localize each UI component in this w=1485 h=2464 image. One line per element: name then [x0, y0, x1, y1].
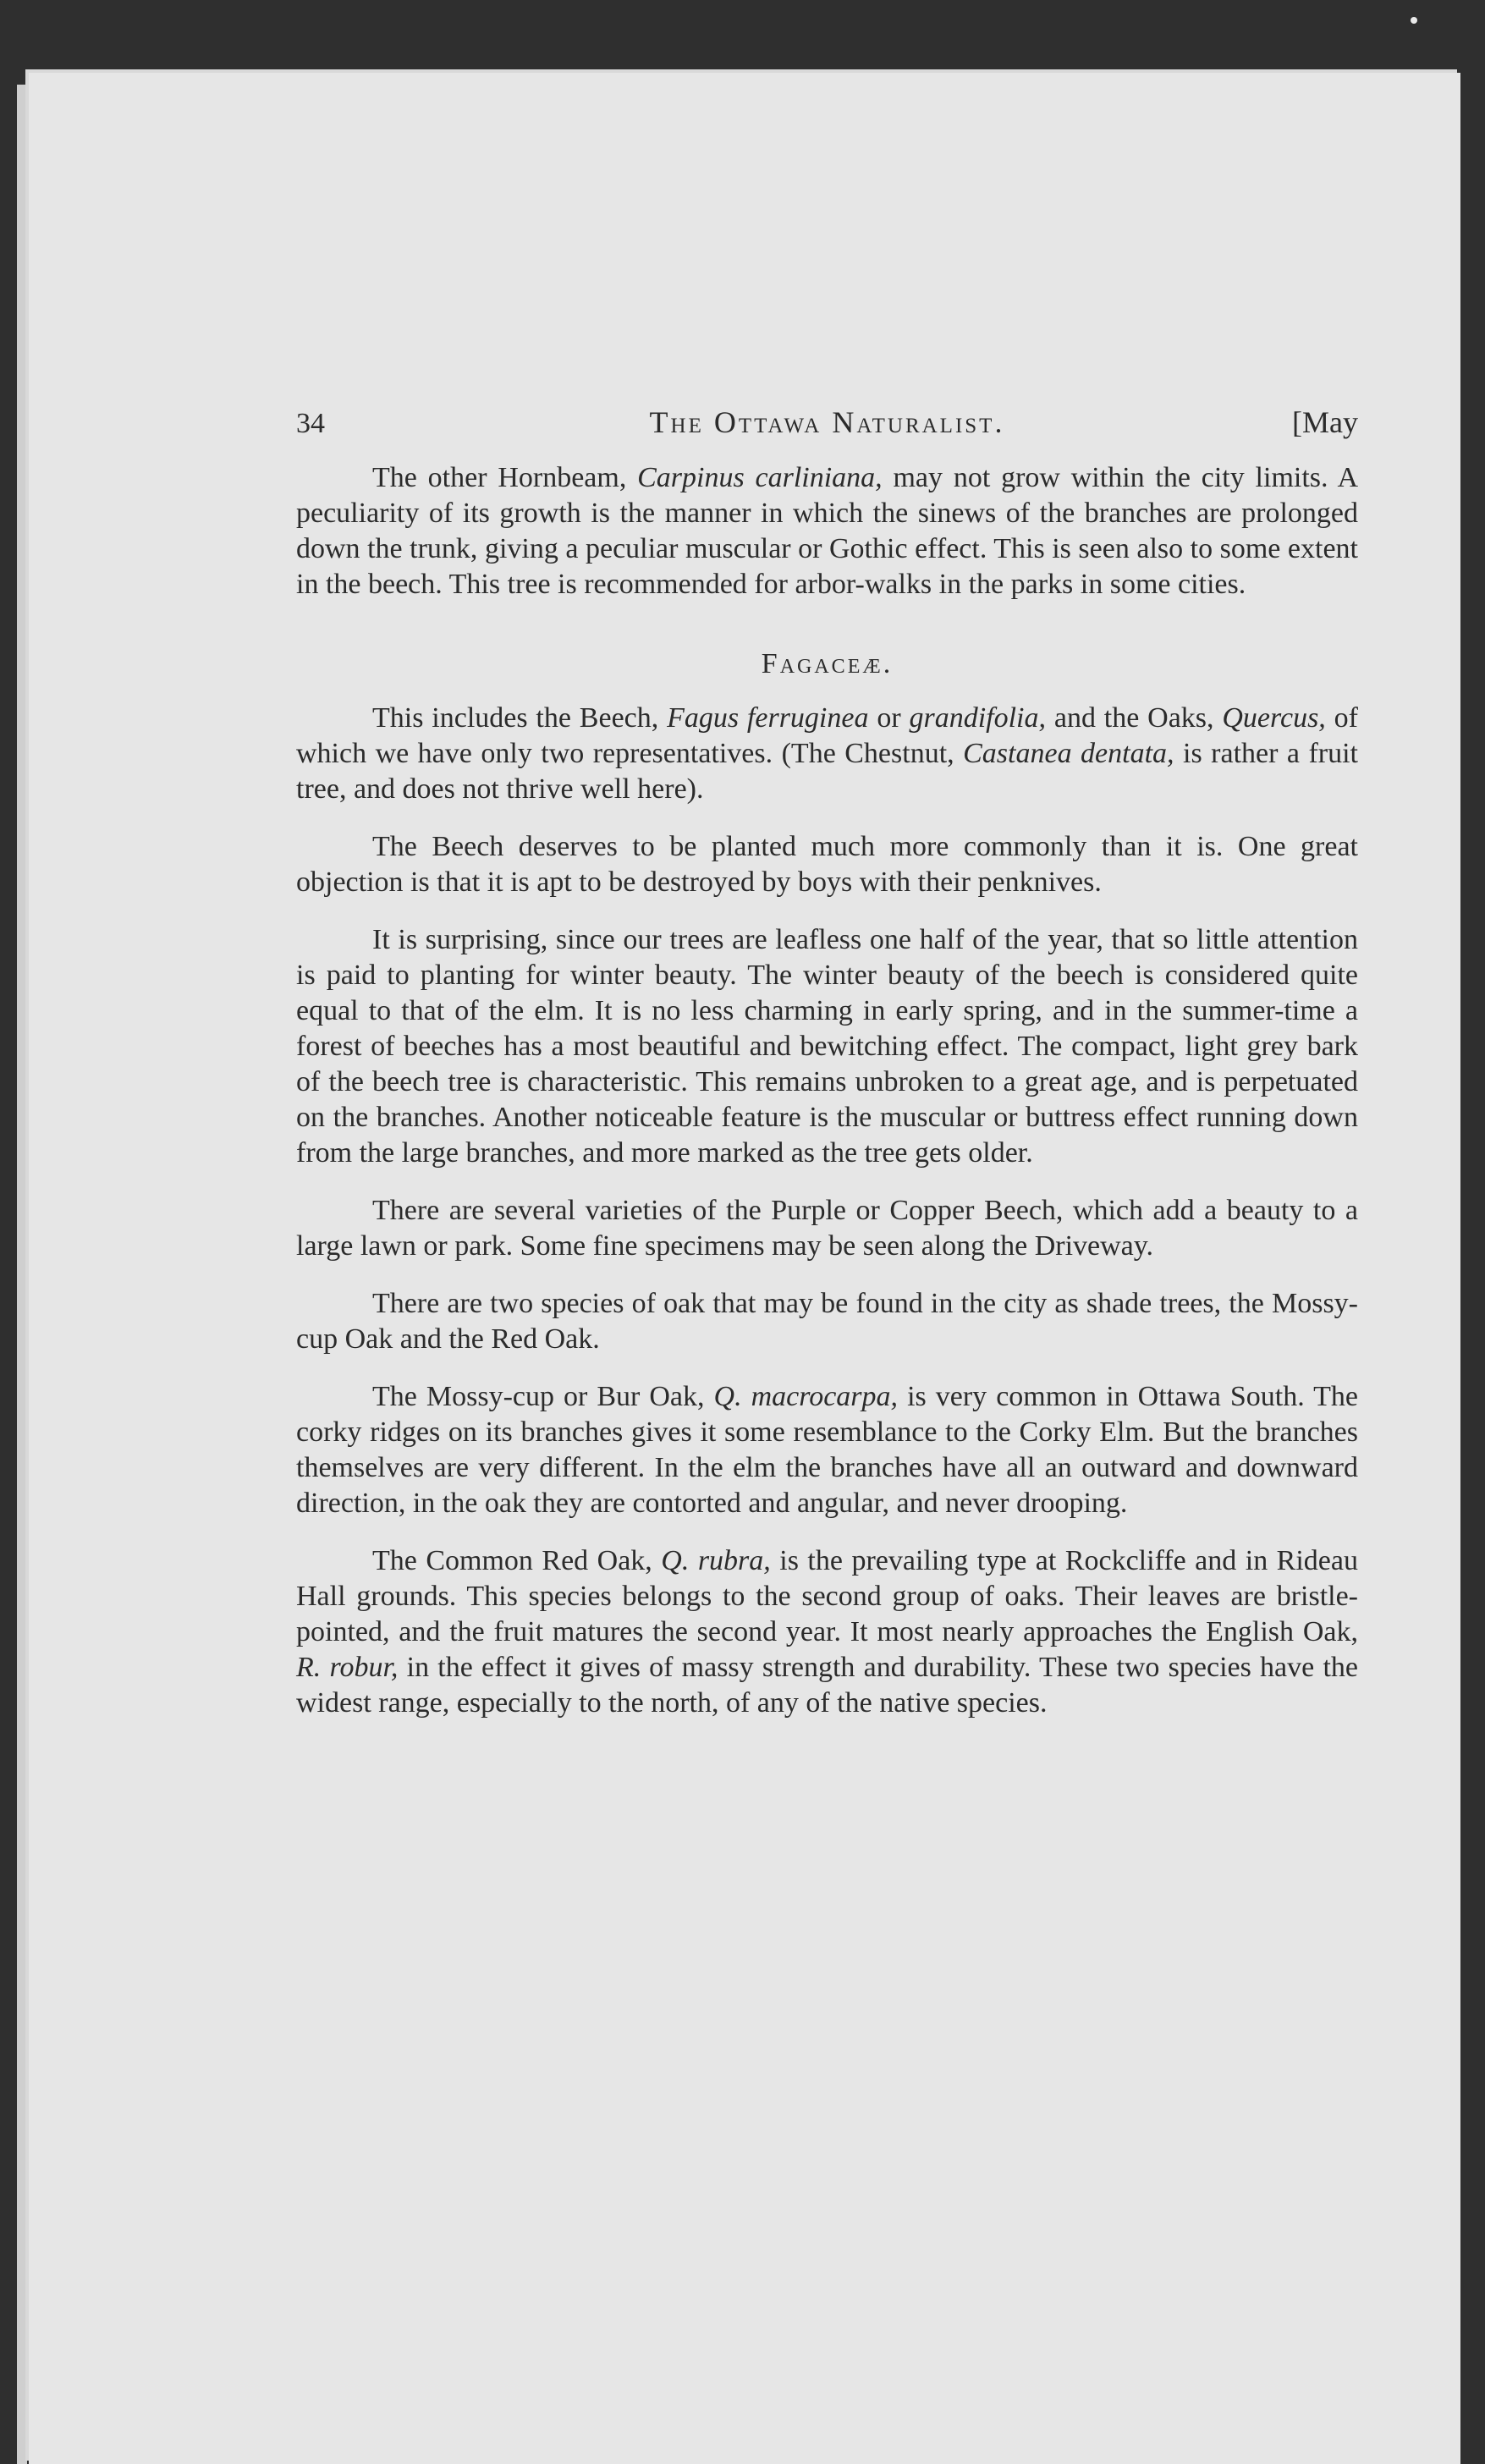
text-run: or: [868, 702, 910, 734]
text-run: is rather a fruit tree, and does not thrive well here).: [296, 738, 1358, 805]
dust-speck: [1411, 17, 1417, 24]
text-run: in the effect it gives of massy strength and durability. These two species have the widest range, especially to the north, of any of the native species.: [296, 1652, 1358, 1719]
journal-title: The Ottawa Naturalist.: [649, 405, 1005, 439]
species-name: grandifolia,: [909, 702, 1047, 734]
page-edge: [17, 85, 27, 2464]
running-head: [296, 404, 1358, 442]
species-name: Castanea dentata,: [963, 738, 1174, 769]
text-run: and the Oaks,: [1046, 702, 1223, 734]
paragraph-bur-oak: [296, 1379, 1358, 1521]
text-run: The Common Red Oak,: [372, 1545, 662, 1576]
text-run: The Mossy-cup or Bur Oak,: [372, 1381, 714, 1412]
text-run: is very common in Ottawa South. The corky ridges on its branches gives it some resemblance to the Corky Elm. But the branches themselves are very different. In the elm the branches have all an outward and downward direction, in the oak they are contorted and angular, and never drooping.: [296, 1381, 1358, 1519]
paragraph-fagaceae-intro: [296, 701, 1358, 807]
species-name: Quercus,: [1222, 702, 1326, 734]
species-name: Fagus ferruginea: [667, 702, 869, 734]
page-content: [296, 404, 1358, 1743]
species-name: Q. rubra,: [661, 1545, 771, 1576]
text-run: This includes the Beech,: [372, 702, 668, 734]
text-run: is the prevailing type at Rockcliffe and in Rideau Hall grounds. This species belongs to the second group of oaks. Their leaves are bristle-pointed, and the fruit matures the second year. It most nearly approaches the English Oak,: [296, 1545, 1358, 1647]
paragraph-winter-beauty: It is surprising, since our trees are leafless one half of the year, that so little attention is paid to planting for winter beauty. The winter beauty of the beech is considered quite equal to that of the elm. It is no less charming in early spring, and in the summer-time a forest of beeches has a most beautiful and bewitching effect. The compact, light grey bark of the beech tree is characteristic. This remains unbroken to a great age, and is perpetuated on the branches. Another noticeable feature is the muscular or buttress effect running down from the large branches, and more marked as the tree gets older.: [296, 924, 1358, 1169]
paragraph-hornbeam: [296, 460, 1358, 602]
species-name: Carpinus carliniana,: [637, 462, 883, 493]
text-run: may not grow within the city limits. A peculiarity of its growth is the manner in which the sinews of the branches are prolonged down the trunk, giving a peculiar muscular or Gothic effect. This is seen also to some extent in the beech. This tree is recommended for arbor-walks in the parks in some cities.: [296, 462, 1358, 600]
page-number: 34: [296, 408, 325, 439]
species-name: R. robur,: [296, 1652, 399, 1683]
paragraph-red-oak: [296, 1543, 1358, 1721]
section-heading: Fagaceæ.: [761, 648, 894, 679]
text-run: of which we have only two representatives. (The Chestnut,: [296, 702, 1358, 769]
paragraph-copper-beech: There are several varieties of the Purple or Copper Beech, which add a beauty to a large lawn or park. Some fine specimens may be seen along the Driveway.: [296, 1195, 1358, 1262]
running-head-month: [May: [1292, 405, 1358, 439]
species-name: Q. macrocarpa,: [713, 1381, 899, 1412]
paragraph-oak-species: There are two species of oak that may be found in the city as shade trees, the Mossy-cup Oak and the Red Oak.: [296, 1288, 1358, 1355]
text-run: The other Hornbeam,: [372, 462, 638, 493]
paragraph-beech-planting: The Beech deserves to be planted much more commonly than it is. One great objection is that it is apt to be destroyed by boys with their penknives.: [296, 831, 1358, 898]
